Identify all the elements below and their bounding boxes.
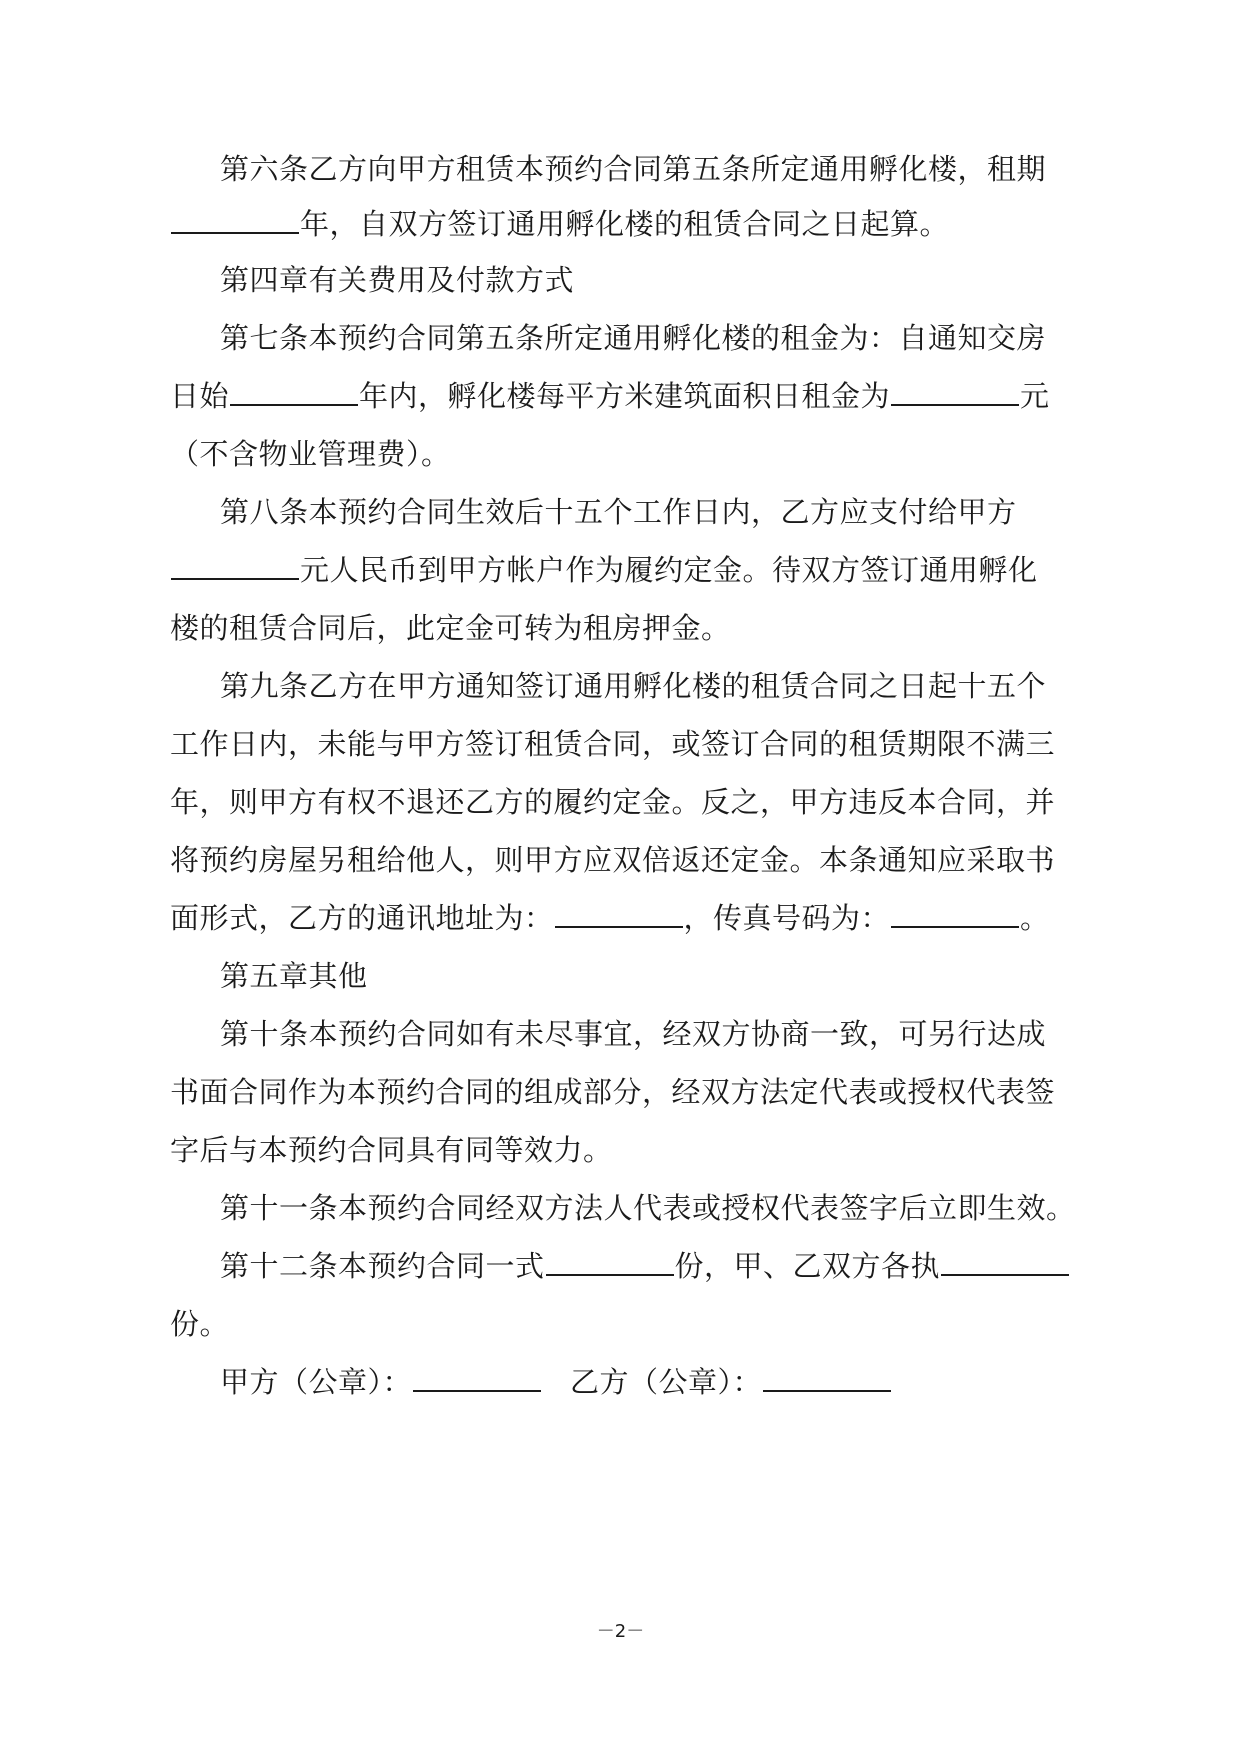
article-7-line-1: 第七条本预约合同第五条所定通用孵化楼的租金为：自通知交房	[220, 321, 1047, 355]
article-7-text-c: 元	[1020, 379, 1050, 413]
article-9-line-1: 第九条乙方在甲方通知签订通用孵化楼的租赁合同之日起十五个	[220, 669, 1047, 703]
article-9-line-4: 将预约房屋另租给他人，则甲方应双倍返还定金。本条通知应采取书	[170, 843, 1056, 877]
article-9-text-c: 。	[1020, 901, 1050, 935]
article-8-line-2	[170, 552, 1038, 588]
article-9-text-b: ，传真号码为：	[683, 901, 891, 935]
party-a-seal-blank[interactable]	[413, 1366, 541, 1392]
article-7-line-3: （不含物业管理费）。	[170, 437, 451, 471]
chapter-5-heading: 第五章其他	[220, 959, 368, 993]
article-9-text-a: 面形式，乙方的通讯地址为：	[170, 901, 554, 935]
copies-blank[interactable]	[546, 1250, 674, 1276]
article-9-line-2: 工作日内，未能与甲方签订租赁合同，或签订合同的租赁期限不满三	[170, 727, 1056, 761]
article-9-line-3: 年，则甲方有权不退还乙方的履约定金。反之，甲方违反本合同，并	[170, 785, 1056, 819]
article-10-line-1: 第十条本预约合同如有未尽事宜，经双方协商一致，可另行达成	[220, 1017, 1047, 1051]
copies-each-blank[interactable]	[941, 1250, 1069, 1276]
article-7-line-2	[170, 378, 1050, 414]
article-12-line-2: 份。	[170, 1307, 230, 1341]
article-9-line-5	[170, 900, 1050, 936]
article-12-text-b: 份，甲、乙双方各执	[674, 1249, 941, 1283]
article-10-line-3: 字后与本预约合同具有同等效力。	[170, 1133, 613, 1167]
article-6-line-2	[170, 206, 949, 242]
article-7-text-b: 年内，孵化楼每平方米建筑面积日租金为	[359, 379, 891, 413]
blank-field[interactable]	[230, 380, 358, 406]
blank-field[interactable]	[171, 554, 299, 580]
article-8-line-3: 楼的租赁合同后，此定金可转为租房押金。	[170, 611, 731, 645]
article-6-line-1: 第六条乙方向甲方租赁本预约合同第五条所定通用孵化楼，租期	[220, 152, 1047, 186]
party-a-seal-label: 甲方（公章）：	[220, 1365, 413, 1399]
article-8-text: 元人民币到甲方帐户作为履约定金。待双方签订通用孵化	[300, 553, 1038, 587]
page-number: －2－	[596, 1621, 645, 1642]
chapter-4-heading: 第四章有关费用及付款方式	[220, 263, 575, 297]
article-8-line-1: 第八条本预约合同生效后十五个工作日内，乙方应支付给甲方	[220, 495, 1017, 529]
fax-blank[interactable]	[891, 902, 1019, 928]
article-6-text: 年，自双方签订通用孵化楼的租赁合同之日起算。	[300, 207, 950, 241]
address-blank[interactable]	[555, 902, 683, 928]
party-b-seal-label: 乙方（公章）：	[570, 1365, 763, 1399]
article-7-text-a: 日始	[170, 379, 230, 413]
article-11-line-1: 第十一条本预约合同经双方法人代表或授权代表签字后立即生效。	[220, 1191, 1076, 1225]
party-b-seal-blank[interactable]	[763, 1366, 891, 1392]
article-10-line-2: 书面合同作为本预约合同的组成部分，经双方法定代表或授权代表签	[170, 1075, 1056, 1109]
blank-field[interactable]	[891, 380, 1019, 406]
blank-field[interactable]	[171, 208, 299, 234]
article-12-text-a: 第十二条本预约合同一式	[220, 1249, 545, 1283]
article-12-line-1	[220, 1248, 1070, 1284]
signature-line	[220, 1364, 892, 1400]
